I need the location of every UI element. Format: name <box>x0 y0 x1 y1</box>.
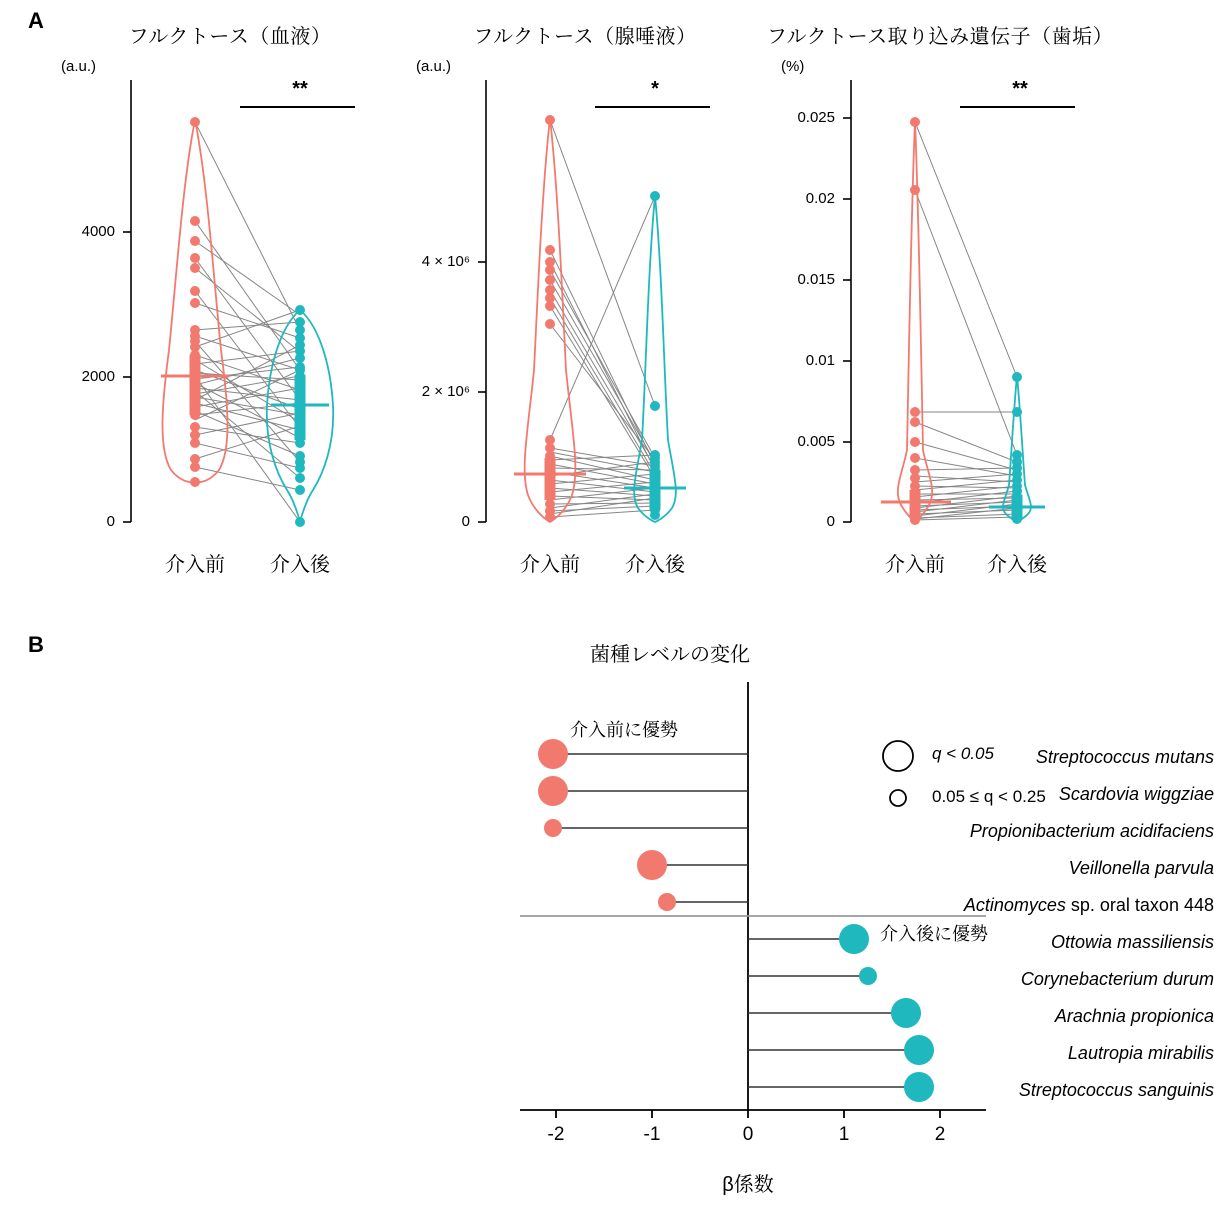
legend-item-small <box>932 787 1046 807</box>
taxon-name: Ottowia massiliensis <box>1050 932 1214 952</box>
x-tick-label: -1 <box>643 1124 661 1145</box>
x-tick-label: 1 <box>838 1124 850 1145</box>
annotation-right: 介入後に優勢 <box>880 924 988 944</box>
plot-area <box>45 70 415 576</box>
x-tick-label-after: 介入後 <box>987 554 1047 576</box>
significance-label: ** <box>1012 78 1028 100</box>
chart-fructose-uptake-gene-plaque <box>755 20 1125 600</box>
significance-bar <box>240 106 355 108</box>
y-axis-unit: (%) <box>781 58 805 75</box>
lollipop-chart-title: 菌種レベルの変化 <box>590 644 750 666</box>
y-axis-unit: (a.u.) <box>416 58 452 75</box>
y-tick-label: 0.01 <box>805 352 835 369</box>
taxon-name: Arachnia propionica <box>1054 1006 1214 1026</box>
y-tick-label: 4 × 10⁶ <box>421 253 470 270</box>
significance-label: ** <box>292 78 308 100</box>
x-tick-label: 2 <box>934 1124 946 1145</box>
taxon-name-suffix: sp. oral taxon 448 <box>1065 895 1214 915</box>
significance-bar <box>595 106 710 108</box>
y-tick-label: 0.025 <box>797 109 835 126</box>
y-tick-label: 0 <box>106 513 115 530</box>
chart-title: フルクトース取り込み遺伝子（歯垢） <box>766 26 1114 48</box>
x-tick-label: -2 <box>547 1124 565 1145</box>
y-tick-label: 0 <box>826 513 835 530</box>
legend-item-large <box>932 744 994 764</box>
significance-label: * <box>651 78 659 100</box>
x-axis-label: β係数 <box>722 1174 774 1196</box>
lollipop-plot-svg <box>0 620 1214 1224</box>
panel-b <box>0 620 1214 1224</box>
y-tick-label: 0.02 <box>805 190 835 207</box>
significance-bar <box>960 106 1075 108</box>
y-tick-label: 0.005 <box>797 433 835 450</box>
taxon-name: Propionibacterium acidifaciens <box>969 821 1214 841</box>
chart-fructose-blood <box>45 20 415 600</box>
y-tick-label: 4000 <box>81 223 115 240</box>
plot-area <box>755 70 1125 576</box>
taxon-name: Corynebacterium durum <box>1020 969 1214 989</box>
chart-fructose-saliva <box>400 20 770 600</box>
legend-label-q-range: 0.05 ≤ q < 0.25 <box>932 787 1046 806</box>
violin-plot-svg <box>755 70 1125 540</box>
x-tick-label-before: 介入前 <box>520 554 580 576</box>
taxon-name: Actinomyces <box>963 895 1066 915</box>
panel-a-letter: A <box>28 8 44 33</box>
taxon-name: Lautropia mirabilis <box>1067 1043 1214 1063</box>
x-tick-label-before: 介入前 <box>885 554 945 576</box>
panel-b-letter: B <box>28 632 44 657</box>
taxon-name: Veillonella parvula <box>1068 858 1214 878</box>
y-axis-unit: (a.u.) <box>61 58 97 75</box>
plot-area <box>400 70 770 576</box>
y-tick-label: 2 × 10⁶ <box>421 383 470 400</box>
y-tick-label: 2000 <box>81 368 115 385</box>
y-tick-label: 0 <box>461 513 470 530</box>
violin-plot-svg <box>45 70 415 540</box>
x-tick-label-before: 介入前 <box>165 554 225 576</box>
violin-plot-svg <box>400 70 770 540</box>
chart-title: フルクトース（血液） <box>128 26 332 48</box>
x-tick-label-after: 介入後 <box>270 554 330 576</box>
x-tick-label-after: 介入後 <box>625 554 685 576</box>
y-tick-label: 0.015 <box>797 271 835 288</box>
x-tick-label: 0 <box>742 1124 754 1145</box>
taxon-name: Streptococcus sanguinis <box>1018 1080 1214 1100</box>
legend-label-q-lt-005: q < 0.05 <box>932 744 994 763</box>
annotation-left: 介入前に優勢 <box>570 720 678 740</box>
chart-title: フルクトース（腺唾液） <box>473 26 697 48</box>
taxon-name: Scardovia wiggziae <box>1058 784 1214 804</box>
taxon-name: Streptococcus mutans <box>1035 747 1214 767</box>
